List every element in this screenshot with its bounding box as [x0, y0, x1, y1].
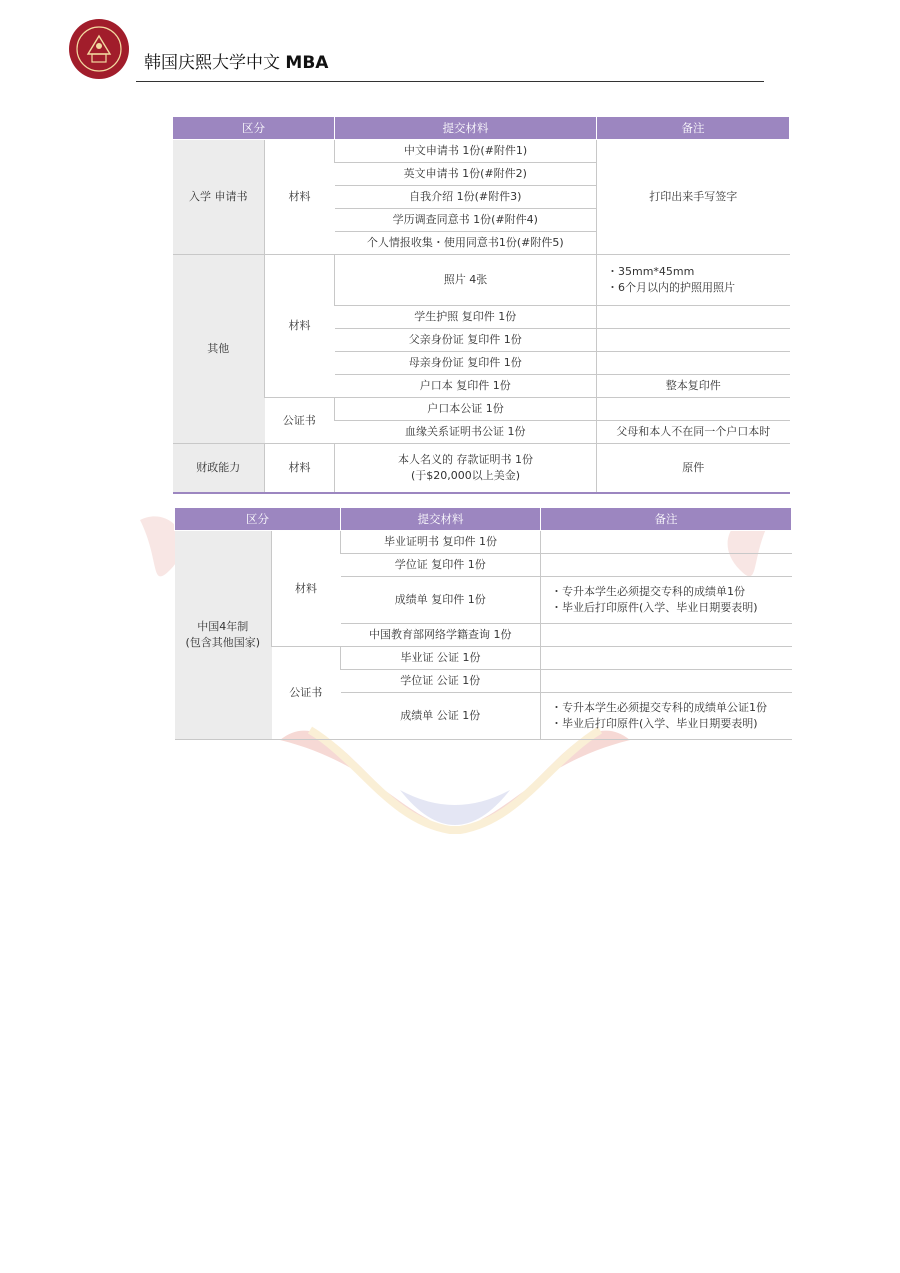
remark-cell	[597, 329, 790, 352]
remark-cell	[541, 647, 792, 670]
subcategory-materials: 材料	[265, 140, 335, 255]
remark-cell: 打印出来手写签字	[597, 140, 790, 255]
subcategory-materials: 材料	[265, 444, 335, 493]
remark-cell: 整本复印件	[597, 375, 790, 398]
document-item: 学位证 公证 1份	[341, 670, 541, 693]
document-item: 毕业证 公证 1份	[341, 647, 541, 670]
page-header	[68, 18, 768, 84]
remark-cell	[541, 670, 792, 693]
university-seal-logo	[68, 18, 130, 80]
document-item: 成绩单 复印件 1份	[341, 577, 541, 624]
document-item: 学生护照 复印件 1份	[335, 306, 597, 329]
remark-cell: ・专升本学生必须提交专科的成绩单1份 ・毕业后打印原件(入学、毕业日期要表明)	[541, 577, 792, 624]
required-documents-table-2	[174, 507, 792, 740]
remark-cell	[541, 531, 792, 554]
document-item: 本人名义的 存款证明书 1份 (于$20,000以上美金)	[335, 444, 597, 493]
required-documents-table-1	[172, 116, 790, 494]
category-finance: 财政能力	[173, 444, 265, 493]
header-category: 区分	[175, 508, 341, 531]
table-header-row	[175, 508, 792, 531]
subcategory-materials: 材料	[272, 531, 341, 647]
document-item: 成绩单 公证 1份	[341, 693, 541, 740]
document-item: 照片 4张	[335, 255, 597, 306]
document-item: 毕业证明书 复印件 1份	[341, 531, 541, 554]
table-row	[175, 531, 792, 554]
remark-cell: 原件	[597, 444, 790, 493]
remark-cell: 父母和本人不在同一个户口本时	[597, 421, 790, 444]
remark-cell	[597, 352, 790, 375]
header-materials: 提交材料	[341, 508, 541, 531]
document-item: 中文申请书 1份(#附件1)	[335, 140, 597, 163]
header-remarks: 备注	[597, 117, 790, 140]
remark-cell	[597, 398, 790, 421]
document-item: 父亲身份证 复印件 1份	[335, 329, 597, 352]
header-divider	[136, 81, 764, 82]
table-header-row	[173, 117, 790, 140]
table-row	[173, 444, 790, 493]
header-materials: 提交材料	[335, 117, 597, 140]
remark-cell	[541, 624, 792, 647]
header-category: 区分	[173, 117, 335, 140]
document-item: 中国教育部网络学籍查询 1份	[341, 624, 541, 647]
remark-cell: ・专升本学生必须提交专科的成绩单公证1份 ・毕业后打印原件(入学、毕业日期要表明)	[541, 693, 792, 740]
remark-cell: ・35mm*45mm ・6个月以内的护照用照片	[597, 255, 790, 306]
subcategory-notary: 公证书	[265, 398, 335, 444]
remark-cell	[541, 554, 792, 577]
category-admission: 入学 申请书	[173, 140, 265, 255]
document-item: 母亲身份证 复印件 1份	[335, 352, 597, 375]
document-item: 自我介绍 1份(#附件3)	[335, 186, 597, 209]
table-row	[173, 255, 790, 306]
subcategory-materials: 材料	[265, 255, 335, 398]
document-item: 学位证 复印件 1份	[341, 554, 541, 577]
subcategory-notary: 公证书	[272, 647, 341, 740]
remark-cell	[597, 306, 790, 329]
document-item: 英文申请书 1份(#附件2)	[335, 163, 597, 186]
category-china-4year: 中国4年制 (包含其他国家)	[175, 531, 272, 740]
document-item: 户口本 复印件 1份	[335, 375, 597, 398]
table-row	[173, 398, 790, 421]
table-row	[173, 140, 790, 163]
document-item: 个人情报收集・使用同意书1份(#附件5)	[335, 232, 597, 255]
page-title: 韩国庆熙大学中文 MBA	[144, 53, 329, 73]
category-other: 其他	[173, 255, 265, 444]
document-item: 学历调查同意书 1份(#附件4)	[335, 209, 597, 232]
document-item: 血缘关系证明书公证 1份	[335, 421, 597, 444]
document-item: 户口本公证 1份	[335, 398, 597, 421]
header-remarks: 备注	[541, 508, 792, 531]
